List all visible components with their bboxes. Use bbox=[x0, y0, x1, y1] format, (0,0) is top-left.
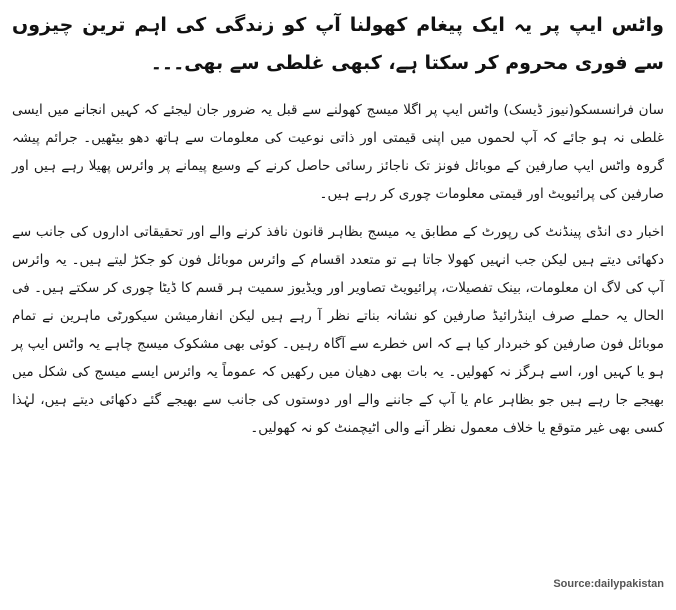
source-credit: Source:dailypakistan bbox=[553, 578, 664, 590]
article-headline: واٹس ایپ پر یہ ایک پیغام کھولنا آپ کو زندگی کی اہم ترین چیزوں سے فوری محروم کر سکتا ہے، کبھی غلطی سے بھی۔۔۔ bbox=[12, 14, 664, 74]
article-paragraph-report: اخبار دی انڈی پینڈنٹ کی رپورٹ کے مطابق یہ میسج بظاہر قانون نافذ کرنے والے اور تحقیقاتی اداروں کی جانب سے دکھائی دیتے ہیں لیکن جب انہیں کھولا جاتا ہے تو متعدد اقسام کے وائرس موبائل فون کو جکڑ لیتے ہیں۔ یہ وائرس آپ کی لاگ ان معلومات، بینک تفصیلات، پرائیویٹ تصاویر اور ویڈیوز سمیت ہر قسم کا ڈیٹا چوری کر سکتے ہیں۔ فی الحال یہ حملے صرف اینڈرائیڈ صارفین کو نشانہ بناتے نظر آ رہے ہیں لیکن انفارمیشن سیکورٹی ماہرین نے تمام موبائل فون صارفین کو خبردار کیا ہے کہ اس خطرے سے آگاہ رہیں۔ کوئی بھی مشکوک میسج چاہے یہ واٹس ایپ پر ہو یا کہیں اور، اسے ہرگز نہ کھولیں۔ یہ بات بھی دھیان میں رکھیں کہ عموماً یہ وائرس ایسے میسج کی شکل میں بھیجے جا رہے ہیں جو بظاہر عام یا آپ کے جاننے والے اور دوستوں کی جانب سے بھیجے گئے دکھائی دیتے ہیں، لہٰذا کسی بھی غیر متوقع یا خلاف معمول نظر آنے والی اٹیچمنٹ کو نہ کھولیں۔ bbox=[12, 224, 664, 436]
article-paragraph-intro: سان فرانسسکو(نیوز ڈیسک) واٹس ایپ پر اگلا میسج کھولنے سے قبل یہ ضرور جان لیجئے کہ کہیں انجانے میں ایسی غلطی نہ ہو جائے کہ آپ لحموں میں اپنی قیمتی اور ذاتی نوعیت کی معلومات سے ہاتھ دھو بیٹھیں۔ جرائم پیشہ گروہ واٹس ایپ صارفین کے موبائل فونز تک ناجائز رسائی حاصل کرنے کے وسیع پیمانے پر وائرس پھیلا رہے ہیں اور صارفین کی پرائیویٹ اور قیمتی معلومات چوری کر رہے ہیں۔ bbox=[12, 102, 664, 202]
news-article bbox=[12, 6, 664, 452]
